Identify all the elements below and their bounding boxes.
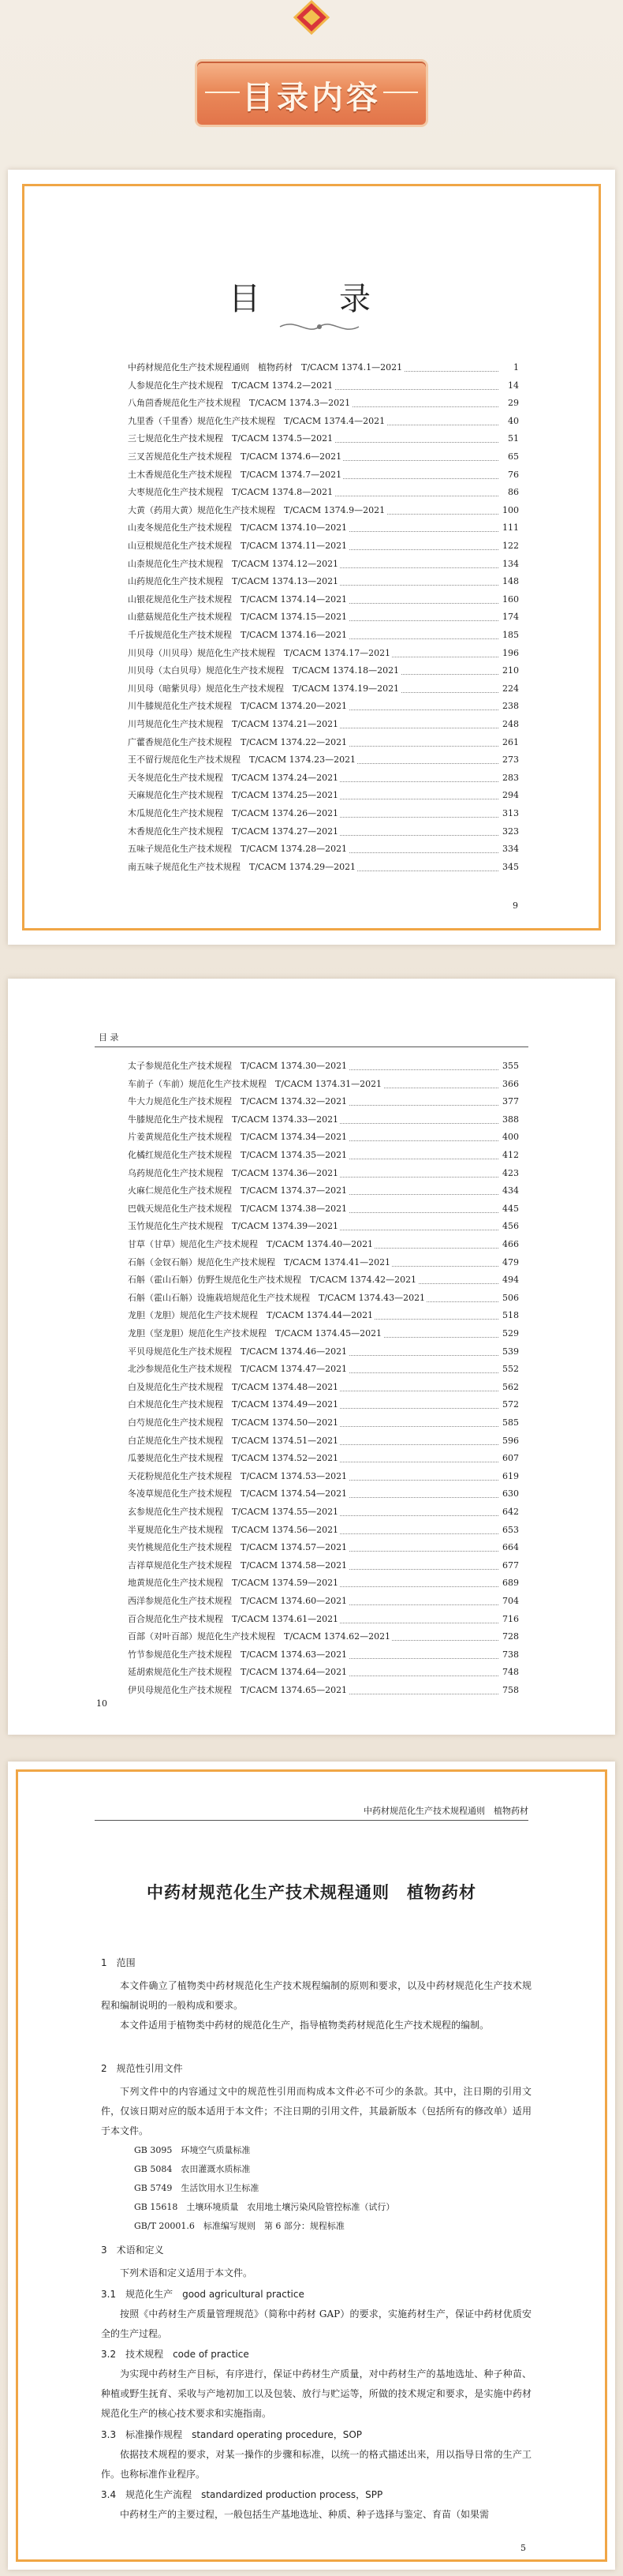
toc-entry-title: 千斤拔规范化生产技术规程 T/CACM 1374.16—2021	[126, 627, 349, 644]
toc-entry[interactable]	[126, 448, 520, 466]
toc-entry-title: 山麦冬规范化生产技术规程 T/CACM 1374.10—2021	[126, 519, 349, 537]
toc-page-1	[8, 170, 615, 945]
document-title: 中药材规范化生产技术规程通则 植物药材	[147, 1882, 476, 1902]
toc-entry-title: 南五味子规范化生产技术规程 T/CACM 1374.29—2021	[126, 859, 357, 876]
toc-entry[interactable]	[126, 377, 520, 395]
toc-entry[interactable]	[126, 1396, 520, 1413]
flourish-ornament-icon	[272, 316, 367, 337]
toc-entry[interactable]	[126, 751, 520, 769]
toc-entry[interactable]	[126, 769, 520, 787]
toc-entry[interactable]	[126, 734, 520, 751]
toc-entry[interactable]	[126, 1111, 520, 1129]
running-header: 目 录	[99, 1032, 119, 1043]
toc-entry-page: 664	[501, 1539, 520, 1556]
toc-entry-title: 竹节参规范化生产技术规程 T/CACM 1374.63—2021	[126, 1646, 349, 1664]
toc-entry-page: 210	[501, 662, 520, 680]
toc-entry-title: 火麻仁规范化生产技术规程 T/CACM 1374.37—2021	[126, 1182, 349, 1200]
toc-entry-page: 434	[501, 1182, 520, 1200]
section-title-banner	[197, 62, 426, 125]
toc-entry-title: 山慈菇规范化生产技术规程 T/CACM 1374.15—2021	[126, 608, 349, 626]
toc-entry[interactable]	[126, 1307, 520, 1324]
toc-entry[interactable]	[126, 466, 520, 484]
toc-entry[interactable]	[126, 1129, 520, 1146]
toc-entry-page: 689	[501, 1574, 520, 1592]
toc-entry[interactable]	[126, 823, 520, 841]
toc-entry-page: 1	[512, 359, 520, 376]
toc-entry-title: 川贝母（暗紫贝母）规范化生产技术规程 T/CACM 1374.19—2021	[126, 680, 401, 698]
toc-entry-page: 529	[501, 1325, 520, 1342]
toc-entry-page: 248	[501, 716, 520, 733]
toc-entry-title: 天花粉规范化生产技术规程 T/CACM 1374.53—2021	[126, 1468, 349, 1485]
toc-entry-title: 夹竹桃规范化生产技术规程 T/CACM 1374.57—2021	[126, 1539, 349, 1556]
toc-entry-title: 延胡索规范化生产技术规程 T/CACM 1374.64—2021	[126, 1664, 349, 1681]
toc-entry-title: 白芷规范化生产技术规程 T/CACM 1374.51—2021	[126, 1432, 340, 1450]
toc-entry[interactable]	[126, 1254, 520, 1271]
toc-entry-page: 642	[501, 1503, 520, 1521]
toc-entry-page: 619	[501, 1468, 520, 1485]
toc-entry-title: 百合规范化生产技术规程 T/CACM 1374.61—2021	[126, 1611, 340, 1628]
toc-entry-page: 677	[501, 1557, 520, 1574]
toc-entry[interactable]	[126, 556, 520, 573]
toc-entry-page: 377	[501, 1093, 520, 1110]
toc-entry-title: 三叉苦规范化生产技术规程 T/CACM 1374.6—2021	[126, 448, 343, 466]
toc-entry-page: 238	[501, 698, 520, 715]
toc-entry[interactable]	[126, 1076, 520, 1093]
toc-entry-title: 片姜黄规范化生产技术规程 T/CACM 1374.34—2021	[126, 1129, 349, 1146]
term-3-1-definition: 按照《中药材生产质量管理规范》（简称中药材 GAP）的要求，实施药材生产，保证中药材优质安全的生产过程。	[101, 2308, 532, 2339]
toc-entry-title: 天麻规范化生产技术规程 T/CACM 1374.25—2021	[126, 787, 340, 804]
toc-entry-page: 14	[506, 377, 520, 395]
toc-entry-page: 748	[501, 1664, 520, 1681]
toc-entry[interactable]	[126, 1664, 520, 1681]
toc-entry[interactable]	[126, 805, 520, 822]
toc-entry[interactable]	[126, 1646, 520, 1664]
toc-entry-page: 758	[501, 1682, 520, 1699]
toc-entry-page: 388	[501, 1111, 520, 1129]
toc-entry-page: 738	[501, 1646, 520, 1664]
toc-entry-page: 562	[501, 1379, 520, 1396]
toc-entry[interactable]	[126, 787, 520, 804]
toc-entry[interactable]	[126, 1236, 520, 1253]
toc-entry-page: 704	[501, 1593, 520, 1610]
toc-entry-page: 313	[501, 805, 520, 822]
toc-entry-page: 185	[501, 627, 520, 644]
toc-entry-page: 728	[501, 1628, 520, 1646]
term-3-4-definition: 中药材生产的主要过程，一般包括生产基地选址、种质、种子选择与鉴定、育苗（如果需	[120, 2509, 490, 2520]
toc-entry-title: 车前子（车前）规范化生产技术规程 T/CACM 1374.31—2021	[126, 1076, 383, 1093]
running-header: 中药材规范化生产技术规程通则 植物药材	[364, 1806, 528, 1816]
toc-entry[interactable]	[126, 1182, 520, 1200]
toc-entry-page: 572	[501, 1396, 520, 1413]
toc-entry-title: 人参规范化生产技术规程 T/CACM 1374.2—2021	[126, 377, 334, 395]
toc-entry-page: 196	[501, 645, 520, 662]
toc-entry-page: 134	[501, 556, 520, 573]
toc-entry[interactable]	[126, 1522, 520, 1539]
toc-entry-page: 294	[501, 787, 520, 804]
banner-title: 目录内容	[242, 80, 381, 116]
toc-entry-page: 630	[501, 1485, 520, 1503]
toc-entry-title: 牛膝规范化生产技术规程 T/CACM 1374.33—2021	[126, 1111, 340, 1129]
toc-entry-title: 乌药规范化生产技术规程 T/CACM 1374.36—2021	[126, 1165, 340, 1182]
toc-entry-page: 466	[501, 1236, 520, 1253]
toc-entry-title: 川牛膝规范化生产技术规程 T/CACM 1374.20—2021	[126, 698, 349, 715]
toc-entry[interactable]	[126, 395, 520, 412]
toc-entry-title: 西洋参规范化生产技术规程 T/CACM 1374.60—2021	[126, 1593, 349, 1610]
toc-entry-title: 石斛（霍山石斛）设施栽培规范化生产技术规程 T/CACM 1374.43—2021	[126, 1290, 427, 1307]
toc-entry[interactable]	[126, 573, 520, 590]
toc-entry-page: 51	[506, 430, 520, 447]
toc-entry[interactable]	[126, 1557, 520, 1574]
toc-entry-title: 伊贝母规范化生产技术规程 T/CACM 1374.65—2021	[126, 1682, 349, 1699]
section-3-title: 3 术语和定义	[101, 2245, 164, 2256]
toc-entry-title: 玉竹规范化生产技术规程 T/CACM 1374.39—2021	[126, 1218, 340, 1235]
reference-item: GB 5749 生活饮用水卫生标准	[134, 2183, 259, 2193]
toc-entry-title: 平贝母规范化生产技术规程 T/CACM 1374.46—2021	[126, 1343, 349, 1361]
toc-entry[interactable]	[126, 1218, 520, 1235]
diamond-ornament-icon	[292, 0, 331, 36]
document-page	[8, 1762, 615, 2570]
toc-entry-title: 木香规范化生产技术规程 T/CACM 1374.27—2021	[126, 823, 340, 841]
toc-entry-page: 261	[501, 734, 520, 751]
term-3-4-title: 3.4 规范化生产流程 standardized production process，SPP	[101, 2489, 383, 2500]
section-1-title: 1 范围	[101, 1957, 136, 1968]
toc-entry-page: 224	[501, 680, 520, 698]
toc-entry-title: 白芍规范化生产技术规程 T/CACM 1374.50—2021	[126, 1414, 340, 1432]
toc-entry-title: 化橘红规范化生产技术规程 T/CACM 1374.35—2021	[126, 1147, 349, 1164]
toc-entry-title: 九里香（千里香）规范化生产技术规程 T/CACM 1374.4—2021	[126, 413, 386, 430]
toc-entry-title: 白及规范化生产技术规程 T/CACM 1374.48—2021	[126, 1379, 340, 1396]
toc-entry-page: 423	[501, 1165, 520, 1182]
toc-entry-page: 445	[501, 1200, 520, 1218]
toc-entry-page: 160	[501, 591, 520, 608]
toc-entry-page: 585	[501, 1414, 520, 1432]
toc-page-2	[8, 979, 615, 1735]
toc-entry[interactable]	[126, 608, 520, 626]
section-2-para-1: 下列文件中的内容通过文中的规范性引用而构成本文件必不可少的条款。其中，注日期的引用文件，仅该日期对应的版本适用于本文件；不注日期的引用文件，其最新版本（包括所有的修改单）适用于本文件。	[101, 2086, 532, 2136]
toc-entry-page: 355	[501, 1058, 520, 1075]
toc-entry-page: 76	[506, 466, 520, 484]
toc-entry[interactable]	[126, 413, 520, 430]
toc-entry-title: 冬凌草规范化生产技术规程 T/CACM 1374.54—2021	[126, 1485, 349, 1503]
toc-entry[interactable]	[126, 519, 520, 537]
toc-entry[interactable]	[126, 1200, 520, 1218]
section-1-para-2: 本文件适用于植物类中药材的规范化生产，指导植物类药材规范化生产技术规程的编制。	[120, 2020, 490, 2031]
toc-entry-title: 玄参规范化生产技术规程 T/CACM 1374.55—2021	[126, 1503, 340, 1521]
toc-entry[interactable]	[126, 698, 520, 715]
toc-entry-page: 65	[506, 448, 520, 466]
toc-entry-title: 石斛（金钗石斛）规范化生产技术规程 T/CACM 1374.41—2021	[126, 1254, 392, 1271]
toc-entry-page: 174	[501, 608, 520, 626]
toc-entry-title: 中药材规范化生产技术规程通则 植物药材 T/CACM 1374.1—2021	[126, 359, 404, 376]
toc-entry-title: 大黄（药用大黄）规范化生产技术规程 T/CACM 1374.9—2021	[126, 502, 386, 519]
toc-entry[interactable]	[126, 1271, 520, 1289]
toc-entry-page: 283	[501, 769, 520, 787]
toc-entry-title: 山药规范化生产技术规程 T/CACM 1374.13—2021	[126, 573, 340, 590]
toc-entry[interactable]	[126, 1611, 520, 1628]
toc-entry-title: 山豆根规范化生产技术规程 T/CACM 1374.11—2021	[126, 537, 349, 555]
toc-entry[interactable]	[126, 1058, 520, 1075]
toc-entry[interactable]	[126, 430, 520, 447]
toc-entry[interactable]	[126, 1574, 520, 1592]
toc-entry-title: 川芎规范化生产技术规程 T/CACM 1374.21—2021	[126, 716, 340, 733]
term-3-3-title: 3.3 标准操作规程 standard operating procedure，SOP	[101, 2429, 363, 2440]
toc-entry[interactable]	[126, 1093, 520, 1110]
toc-entry[interactable]	[126, 1361, 520, 1378]
toc-entry-title: 地黄规范化生产技术规程 T/CACM 1374.59—2021	[126, 1574, 340, 1592]
toc-entry[interactable]	[126, 841, 520, 858]
toc-entry[interactable]	[126, 1450, 520, 1467]
reference-item: GB 5084 农田灌溉水质标准	[134, 2164, 251, 2174]
section-3-para-1: 下列术语和定义适用于本文件。	[120, 2267, 253, 2278]
toc-entry-page: 148	[501, 573, 520, 590]
toc-entry-title: 龙胆（龙胆）规范化生产技术规程 T/CACM 1374.44—2021	[126, 1307, 375, 1324]
banner-right-line	[383, 92, 418, 93]
toc-entry[interactable]	[126, 484, 520, 501]
toc-entry-title: 半夏规范化生产技术规程 T/CACM 1374.56—2021	[126, 1522, 340, 1539]
toc-entry-page: 323	[501, 823, 520, 841]
toc-entry-title: 王不留行规范化生产技术规程 T/CACM 1374.23—2021	[126, 751, 357, 769]
toc-entry[interactable]	[126, 1539, 520, 1556]
toc-entry[interactable]	[126, 627, 520, 644]
page-number: 9	[513, 900, 518, 911]
toc-entry[interactable]	[126, 1325, 520, 1342]
toc-heading: 目 录	[229, 281, 394, 317]
toc-entry-page: 552	[501, 1361, 520, 1378]
toc-entry-title: 百部（对叶百部）规范化生产技术规程 T/CACM 1374.62—2021	[126, 1628, 392, 1646]
toc-entry[interactable]	[126, 591, 520, 608]
reference-item: GB 3095 环境空气质量标准	[134, 2145, 251, 2155]
toc-entry[interactable]	[126, 1147, 520, 1164]
toc-entry-title: 石斛（霍山石斛）仿野生规范化生产技术规程 T/CACM 1374.42—2021	[126, 1271, 418, 1289]
toc-entry-title: 土木香规范化生产技术规程 T/CACM 1374.7—2021	[126, 466, 343, 484]
term-3-2-definition: 为实现中药材生产目标，有序进行，保证中药材生产质量，对中药材生产的基地选址、种子种苗、种植或野生抚育、采收与产地初加工以及包装、放行与贮运等，所做的技术规定和要求，是实施中药材规范化生产的核心技术要求和实施指南。	[101, 2368, 532, 2419]
toc-entry-page: 86	[506, 484, 520, 501]
toc-entry-title: 龙胆（坚龙胆）规范化生产技术规程 T/CACM 1374.45—2021	[126, 1325, 383, 1342]
page-number: 5	[520, 2543, 526, 2553]
toc-entry[interactable]	[126, 1343, 520, 1361]
toc-entry-page: 539	[501, 1343, 520, 1361]
header-rule	[95, 1820, 528, 1821]
toc-entry-page: 607	[501, 1450, 520, 1467]
toc-entry[interactable]	[126, 1628, 520, 1646]
toc-entry-page: 506	[501, 1290, 520, 1307]
toc-entry-title: 牛大力规范化生产技术规程 T/CACM 1374.32—2021	[126, 1093, 349, 1110]
toc-entry-page: 400	[501, 1129, 520, 1146]
toc-entry-page: 40	[506, 413, 520, 430]
toc-entry-title: 太子参规范化生产技术规程 T/CACM 1374.30—2021	[126, 1058, 349, 1075]
toc-entry-title: 三七规范化生产技术规程 T/CACM 1374.5—2021	[126, 430, 334, 447]
toc-entry-page: 494	[501, 1271, 520, 1289]
toc-entry[interactable]	[126, 1485, 520, 1503]
toc-entry[interactable]	[126, 680, 520, 698]
toc-entry[interactable]	[126, 716, 520, 733]
toc-entry-page: 366	[501, 1076, 520, 1093]
toc-entry[interactable]	[126, 1503, 520, 1521]
toc-entry-page: 716	[501, 1611, 520, 1628]
toc-entry[interactable]	[126, 662, 520, 680]
toc-entry-title: 瓜蒌规范化生产技术规程 T/CACM 1374.52—2021	[126, 1450, 340, 1467]
term-3-3-definition: 依据技术规程的要求，对某一操作的步骤和标准，以统一的格式描述出来，用以指导日常的生产工作。也称标准作业程序。	[101, 2449, 532, 2480]
toc-entry[interactable]	[126, 359, 520, 376]
toc-entry-page: 273	[501, 751, 520, 769]
toc-entry[interactable]	[126, 1290, 520, 1307]
toc-entry-page: 596	[501, 1432, 520, 1450]
toc-entry-page: 334	[501, 841, 520, 858]
toc-entry-page: 345	[501, 859, 520, 876]
toc-entry-title: 甘草（甘草）规范化生产技术规程 T/CACM 1374.40—2021	[126, 1236, 375, 1253]
toc-entry-page: 412	[501, 1147, 520, 1164]
toc-entry-title: 木瓜规范化生产技术规程 T/CACM 1374.26—2021	[126, 805, 340, 822]
toc-entry-page: 456	[501, 1218, 520, 1235]
reference-item: GB/T 20001.6 标准编写规则 第 6 部分：规程标准	[134, 2221, 345, 2231]
toc-entry-title: 五味子规范化生产技术规程 T/CACM 1374.28—2021	[126, 841, 349, 858]
toc-entry-title: 白术规范化生产技术规程 T/CACM 1374.49—2021	[126, 1396, 340, 1413]
toc-entry[interactable]	[126, 859, 520, 876]
toc-entry-title: 天冬规范化生产技术规程 T/CACM 1374.24—2021	[126, 769, 340, 787]
toc-entry-page: 111	[501, 519, 520, 537]
toc-entry-title: 川贝母（太白贝母）规范化生产技术规程 T/CACM 1374.18—2021	[126, 662, 401, 680]
toc-entry-title: 山银花规范化生产技术规程 T/CACM 1374.14—2021	[126, 591, 349, 608]
toc-entry[interactable]	[126, 645, 520, 662]
toc-entry-title: 川贝母（川贝母）规范化生产技术规程 T/CACM 1374.17—2021	[126, 645, 392, 662]
toc-entry[interactable]	[126, 1432, 520, 1450]
term-3-1-title: 3.1 规范化生产 good agricultural practice	[101, 2289, 304, 2300]
toc-entry-title: 大枣规范化生产技术规程 T/CACM 1374.8—2021	[126, 484, 334, 501]
header-rule	[95, 1046, 528, 1047]
toc-entry-title: 八角茴香规范化生产技术规程 T/CACM 1374.3—2021	[126, 395, 352, 412]
toc-entry[interactable]	[126, 1593, 520, 1610]
toc-entry[interactable]	[126, 1414, 520, 1432]
toc-entry-page: 100	[501, 502, 520, 519]
toc-entry[interactable]	[126, 1682, 520, 1699]
reference-item: GB 15618 土壤环境质量 农用地土壤污染风险管控标准（试行）	[134, 2202, 395, 2212]
toc-entry-title: 巴戟天规范化生产技术规程 T/CACM 1374.38—2021	[126, 1200, 349, 1218]
section-1-para-1: 本文件确立了植物类中药材规范化生产技术规程编制的原则和要求，以及中药材规范化生产技术规程和编制说明的一般构成和要求。	[101, 1980, 532, 2011]
toc-entry-title: 吉祥草规范化生产技术规程 T/CACM 1374.58—2021	[126, 1557, 349, 1574]
toc-entry[interactable]	[126, 502, 520, 519]
toc-entry-title: 山柰规范化生产技术规程 T/CACM 1374.12—2021	[126, 556, 340, 573]
page-number: 10	[96, 1698, 107, 1709]
toc-entry-page: 29	[506, 395, 520, 412]
toc-entry-page: 518	[501, 1307, 520, 1324]
term-3-2-title: 3.2 技术规程 code of practice	[101, 2349, 249, 2360]
toc-entry[interactable]	[126, 1379, 520, 1396]
toc-entry-page: 653	[501, 1522, 520, 1539]
toc-entry-page: 122	[501, 537, 520, 555]
toc-entry-page: 479	[501, 1254, 520, 1271]
toc-entry-title: 北沙参规范化生产技术规程 T/CACM 1374.47—2021	[126, 1361, 349, 1378]
toc-entry[interactable]	[126, 1165, 520, 1182]
section-2-title: 2 规范性引用文件	[101, 2063, 183, 2074]
toc-entry-title: 广藿香规范化生产技术规程 T/CACM 1374.22—2021	[126, 734, 349, 751]
toc-entry[interactable]	[126, 537, 520, 555]
toc-entry[interactable]	[126, 1468, 520, 1485]
